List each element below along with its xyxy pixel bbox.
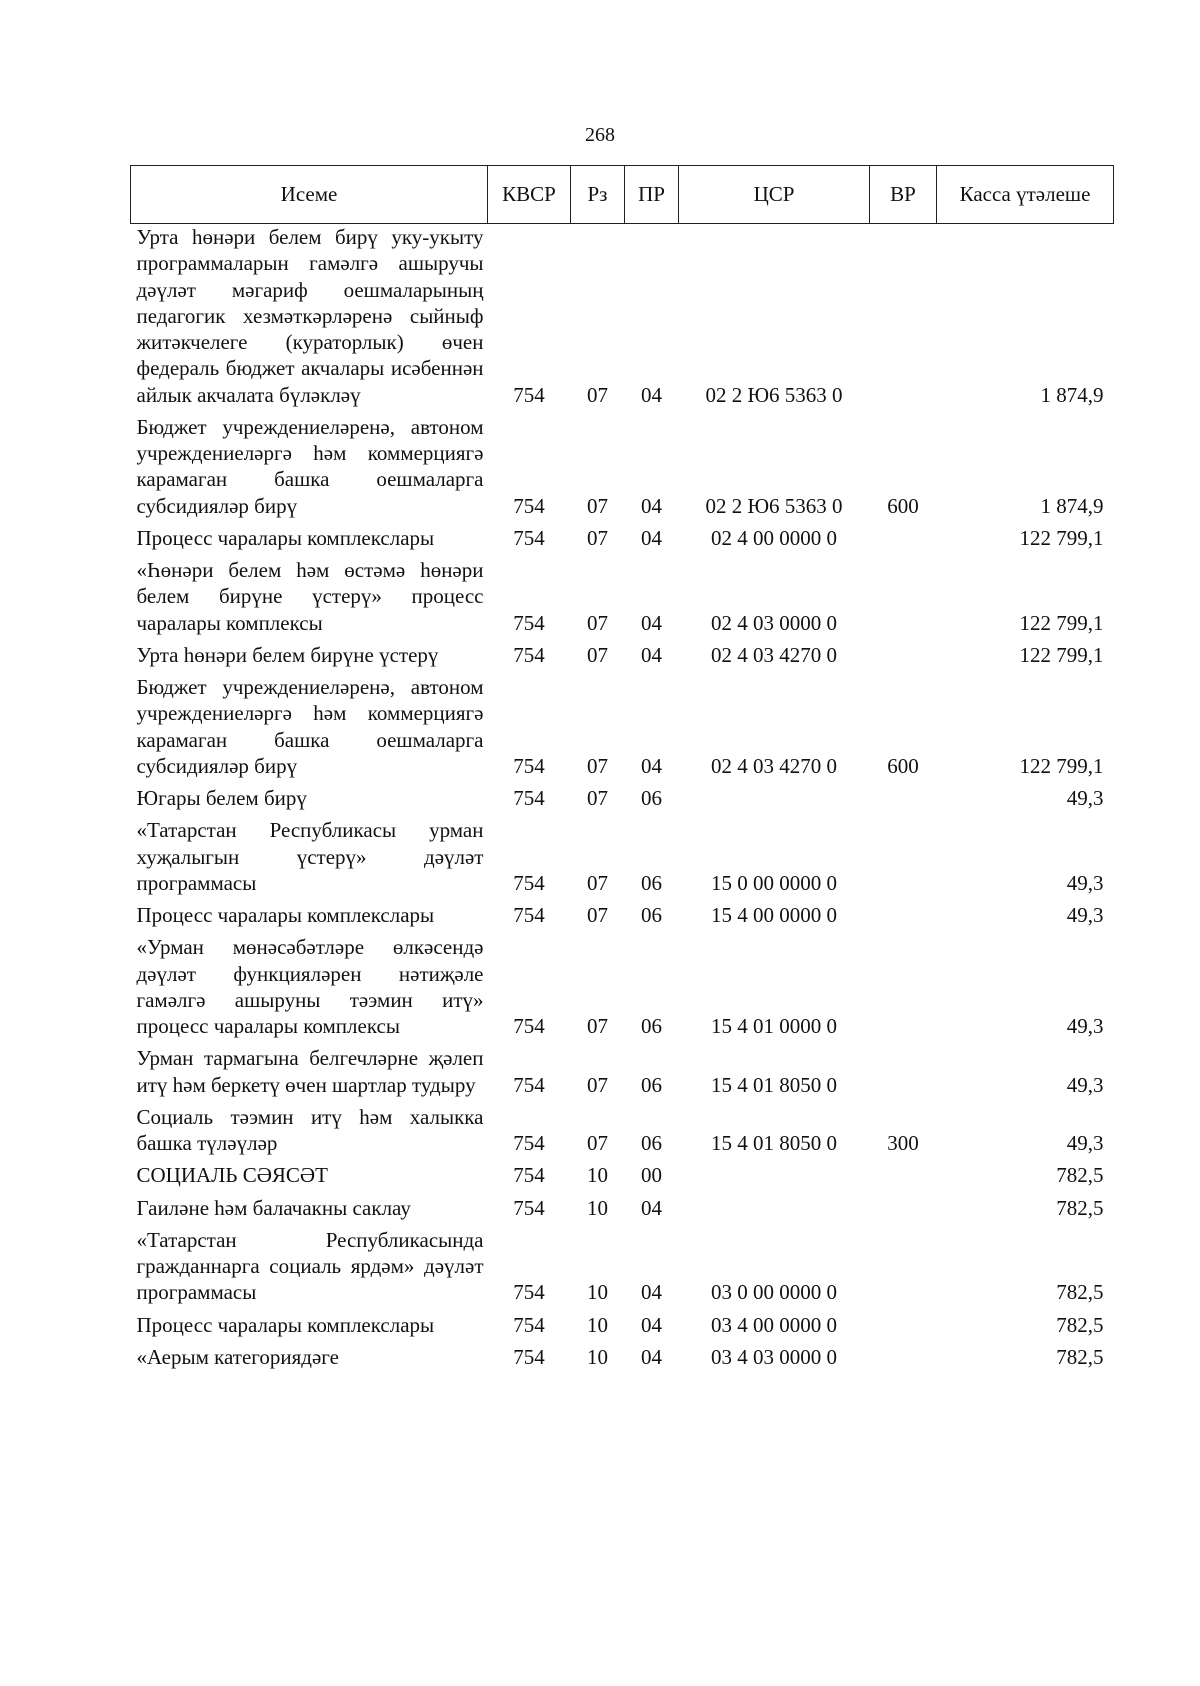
row-pr: 04: [641, 642, 662, 667]
row-rz: 07: [587, 1072, 608, 1097]
row-vr: [870, 224, 937, 408]
row-pr: 06: [641, 903, 662, 927]
row-rz: 07: [587, 786, 608, 810]
row-sum: 49,3: [1066, 786, 1104, 810]
table-row: [131, 1221, 1114, 1306]
row-pr: 04: [641, 1312, 662, 1337]
table-row: [131, 1189, 1114, 1221]
row-name-cell: [131, 519, 488, 551]
row-name: Процесс чаралары комплекслары: [136, 1312, 435, 1337]
row-csr: [679, 1189, 870, 1221]
row-vr: [870, 1306, 937, 1338]
row-rz: 07: [587, 1131, 608, 1155]
row-pr: 04: [641, 525, 662, 550]
row-sum: 782,5: [1056, 1344, 1104, 1369]
row-pr: 06: [641, 1131, 662, 1155]
row-name-cell: [131, 1306, 488, 1338]
table-row: [131, 636, 1114, 668]
header-csr: ЦСР: [679, 166, 870, 224]
table-row: [131, 551, 1114, 636]
table-row: [131, 1156, 1114, 1188]
row-kvsr: 754: [513, 753, 545, 778]
row-rz: 10: [587, 1344, 608, 1369]
table-row: [131, 1039, 1114, 1098]
table-header: [131, 166, 1114, 224]
header-pr: ПР: [625, 166, 679, 224]
row-vr: [870, 1039, 937, 1098]
row-pr: 06: [641, 786, 662, 810]
row-name-cell: [131, 636, 488, 668]
row-csr: 15 4 01 8050 0: [711, 1131, 837, 1155]
table-row: [131, 668, 1114, 779]
row-vr: [870, 896, 937, 928]
header-name: Исеме: [131, 166, 488, 224]
row-name: Процесс чаралары комплекслары: [136, 525, 435, 550]
table-row: [131, 408, 1114, 519]
row-csr: [679, 1156, 870, 1188]
row-vr: [870, 519, 937, 551]
row-name: Социаль тәэмин итү һәм халыкка башка түләүләр: [136, 1104, 484, 1155]
row-csr: 03 4 00 0000 0: [711, 1312, 837, 1337]
row-pr: 06: [641, 1072, 662, 1097]
row-name-cell: [131, 928, 488, 1039]
row-kvsr: 754: [513, 1014, 545, 1038]
row-sum: 49,3: [1066, 1072, 1104, 1097]
row-rz: 10: [587, 1195, 608, 1220]
row-name-cell: [131, 1039, 488, 1098]
row-kvsr: 754: [513, 1195, 545, 1220]
row-rz: 07: [587, 753, 608, 778]
row-name: Бюджет учреждениеләренә, автоном учреждениеләргә һәм коммерциягә карамаган башка оешмаларга субсидияләр бирү: [136, 675, 484, 778]
row-name-cell: [131, 1189, 488, 1221]
row-vr: [870, 1156, 937, 1188]
row-sum: 782,5: [1056, 1280, 1104, 1305]
row-kvsr: 754: [513, 610, 545, 635]
budget-table-container: [130, 165, 1113, 1370]
row-pr: 04: [641, 382, 662, 407]
row-sum: 782,5: [1056, 1163, 1104, 1188]
row-rz: 07: [587, 642, 608, 667]
page-number: 268: [585, 124, 615, 146]
row-kvsr: 754: [513, 1312, 545, 1337]
row-name-cell: [131, 896, 488, 928]
table-body: [131, 224, 1114, 1371]
row-name: «Урман мөнәсәбәтләре өлкәсендә дәүләт функцияләрен нәтиҗәле гамәлгә ашыруны тәэмин итү» процесс чаралары комплексы: [136, 935, 484, 1038]
row-name: «Татарстан Республикасы урман хуҗалыгын үстерү» дәүләт программасы: [136, 818, 484, 895]
row-kvsr: 754: [513, 1344, 545, 1369]
row-sum: 49,3: [1066, 903, 1104, 927]
row-sum: 782,5: [1056, 1312, 1104, 1337]
row-name: СОЦИАЛЬ СӘЯСӘТ: [136, 1163, 328, 1188]
row-sum: 782,5: [1056, 1195, 1104, 1220]
table-row: [131, 928, 1114, 1039]
row-sum: 49,3: [1066, 1014, 1104, 1038]
row-kvsr: 754: [513, 493, 545, 518]
row-csr: 15 4 01 0000 0: [711, 1014, 837, 1038]
row-name: «Аерым категориядәге: [136, 1344, 339, 1369]
row-name: Урта һөнәри белем бирү уку-укыту программаларын гамәлгә ашыручы дәүләт мәгариф оешмаларының педагогик хезмәткәрләренә сыйныф житәкчелеге (кураторлык) өчен федераль бюджет акчалары исәбеннән айлык акчалата бүләкләү: [136, 225, 484, 407]
row-sum: 122 799,1: [1019, 610, 1104, 635]
row-pr: 06: [641, 870, 662, 895]
row-csr: 02 4 03 0000 0: [711, 610, 837, 635]
row-pr: 04: [641, 1280, 662, 1305]
row-csr: 02 2 Ю6 5363 0: [705, 493, 843, 518]
table-row: [131, 224, 1114, 408]
row-sum: 49,3: [1066, 1131, 1104, 1155]
row-sum: 1 874,9: [1040, 493, 1104, 518]
row-vr: 300: [887, 1131, 919, 1155]
row-name-cell: [131, 1156, 488, 1188]
row-kvsr: 754: [513, 1131, 545, 1155]
row-name-cell: [131, 1098, 488, 1157]
row-rz: 07: [587, 903, 608, 927]
row-csr: [679, 779, 870, 811]
row-rz: 07: [587, 382, 608, 407]
row-pr: 04: [641, 493, 662, 518]
table-row: [131, 1306, 1114, 1338]
row-kvsr: 754: [513, 786, 545, 810]
header-row: [131, 166, 1114, 224]
row-csr: 02 2 Ю6 5363 0: [705, 382, 843, 407]
table-row: [131, 519, 1114, 551]
row-rz: 10: [587, 1312, 608, 1337]
row-pr: 00: [641, 1163, 662, 1188]
row-csr: 15 0 00 0000 0: [711, 870, 837, 895]
row-vr: [870, 779, 937, 811]
row-csr: 15 4 01 8050 0: [711, 1072, 837, 1097]
row-name-cell: [131, 408, 488, 519]
table-row: [131, 811, 1114, 896]
row-kvsr: 754: [513, 1280, 545, 1305]
row-rz: 10: [587, 1163, 608, 1188]
row-name: Югары белем бирү: [136, 786, 307, 810]
row-csr: 02 4 03 4270 0: [711, 642, 837, 667]
row-name: Процесс чаралары комплекслары: [136, 903, 435, 927]
row-name: «Татарстан Республикасында гражданнарга социаль ярдәм» дәүләт программасы: [136, 1227, 484, 1305]
row-pr: 04: [641, 753, 662, 778]
table-row: [131, 1338, 1114, 1370]
row-rz: 07: [587, 1014, 608, 1038]
row-name: Бюджет учреждениеләренә, автоном учреждениеләргә һәм коммерциягә карамаган башка оешмаларга субсидияләр бирү: [136, 414, 484, 518]
row-name: Урта һөнәри белем бирүне үстерү: [136, 642, 439, 667]
row-kvsr: 754: [513, 903, 545, 927]
row-vr: 600: [887, 493, 919, 518]
row-csr: 15 4 00 0000 0: [711, 903, 837, 927]
row-vr: [870, 928, 937, 1039]
table-row: [131, 896, 1114, 928]
row-name-cell: [131, 1221, 488, 1306]
row-sum: 122 799,1: [1019, 753, 1104, 778]
row-rz: 07: [587, 870, 608, 895]
row-vr: [870, 636, 937, 668]
row-pr: 04: [641, 1195, 662, 1220]
row-kvsr: 754: [513, 382, 545, 407]
row-name-cell: [131, 1338, 488, 1370]
budget-table: [130, 165, 1114, 1370]
row-name-cell: [131, 668, 488, 779]
row-name: Гаиләне һәм балачакны саклау: [136, 1195, 411, 1220]
row-vr: [870, 1221, 937, 1306]
row-name: Урман тармагына белгечләрне җәлеп итү һәм беркетү өчен шартлар тудыру: [136, 1046, 484, 1097]
header-kvsr: КВСР: [488, 166, 571, 224]
row-name: «Һөнәри белем һәм өстәмә һөнәри белем бирүне үстерү» процесс чаралары комплексы: [136, 558, 484, 635]
row-name-cell: [131, 224, 488, 408]
row-sum: 122 799,1: [1019, 642, 1104, 667]
row-kvsr: 754: [513, 1163, 545, 1188]
row-pr: 06: [641, 1014, 662, 1038]
row-vr: [870, 1338, 937, 1370]
row-kvsr: 754: [513, 525, 545, 550]
row-kvsr: 754: [513, 1072, 545, 1097]
table-row: [131, 779, 1114, 811]
row-sum: 122 799,1: [1019, 525, 1104, 550]
row-csr: 03 0 00 0000 0: [711, 1280, 837, 1305]
row-sum: 49,3: [1066, 870, 1104, 895]
row-sum: 1 874,9: [1040, 382, 1104, 407]
row-csr: 02 4 03 4270 0: [711, 753, 837, 778]
row-csr: 03 4 03 0000 0: [711, 1344, 837, 1369]
row-rz: 07: [587, 525, 608, 550]
header-sum: Касса үтәлеше: [937, 166, 1114, 224]
row-name-cell: [131, 551, 488, 636]
row-rz: 10: [587, 1280, 608, 1305]
row-name-cell: [131, 779, 488, 811]
row-vr: 600: [887, 753, 919, 778]
row-vr: [870, 551, 937, 636]
header-rz: Рз: [571, 166, 625, 224]
row-vr: [870, 811, 937, 896]
row-rz: 07: [587, 493, 608, 518]
table-row: [131, 1098, 1114, 1157]
row-name-cell: [131, 811, 488, 896]
header-vr: ВР: [870, 166, 937, 224]
row-kvsr: 754: [513, 642, 545, 667]
row-kvsr: 754: [513, 870, 545, 895]
row-vr: [870, 1189, 937, 1221]
row-pr: 04: [641, 1344, 662, 1369]
row-csr: 02 4 00 0000 0: [711, 525, 837, 550]
row-pr: 04: [641, 610, 662, 635]
row-rz: 07: [587, 610, 608, 635]
